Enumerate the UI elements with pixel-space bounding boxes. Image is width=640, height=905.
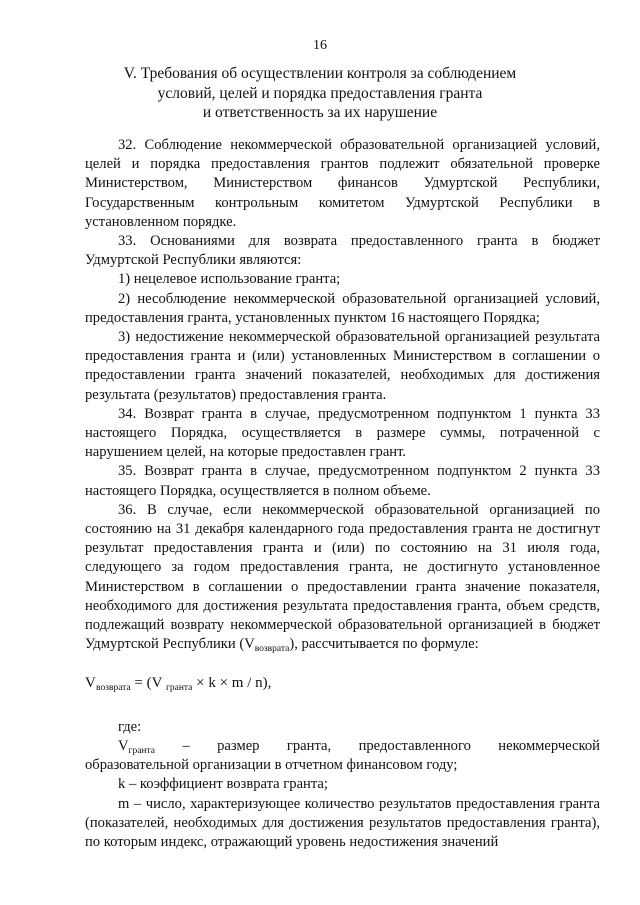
definition-v-dash: – [182,737,190,754]
paragraph-34: 34. Возврат гранта в случае, предусмотренном подпунктом 1 пункта 33 настоящего Порядка, осуществляется в размере суммы, потраченной с нарушением целей, на которые предоставлен грант. [85,405,600,461]
paragraph-33: 33. Основаниями для возврата предоставленного гранта в бюджет Удмуртской Республики являются: [85,233,600,269]
heading-line-1: V. Требования об осуществлении контроля за соблюдением [123,65,517,82]
definition-v-grant [85,737,600,756]
definition-v-word-3: предоставленного [358,737,471,754]
definition-v-word-4: некоммерческой [498,737,600,754]
return-formula [85,674,600,693]
formula-lhs-subscript: возврата [96,683,131,694]
paragraph-36-subscript: возврата [254,644,290,655]
formula-rest: × k × m / n), [192,675,272,692]
definition-v-symbol [118,737,155,756]
formula-lhs-var: V [85,675,97,692]
formula-grant-subscript: гранта [165,683,193,694]
paragraph-32: 32. Соблюдение некоммерческой образовательной организацией условий, целей и порядка предоставления грантов подлежит обязательной проверке Министерством, Министерством финансов Удмуртской Республики, Государственным контрольным комитетом Удмуртской Республики в установленном порядке. [85,137,600,230]
definition-m: m – число, характеризующее количество результатов предоставления гранта (показателей, необходимых для достижения результатов предоставления гранта), по которым индекс, отражающий уровень недостижения значений [85,795,600,850]
document-body [85,136,600,852]
definition-v-continuation: образовательной организации в отчетном финансовом году; [85,757,458,774]
where-label: где: [118,718,142,735]
paragraph-35: 35. Возврат гранта в случае, предусмотренном подпунктом 2 пункта 33 настоящего Порядка, осуществляется в полном объеме. [85,463,600,499]
definition-v-var: V [118,737,129,754]
heading-line-3: и ответственность за их нарушение [202,104,438,121]
definition-v-subscript: гранта [128,745,155,756]
paragraph-36-text: 36. В случае, если некоммерческой образовательной организацией по состоянию на 31 декабря календарного года предоставления гранта не достигнут результат предоставления гранта и (или) по состоянию на 31 июля года, следующего за годом предоставления гранта, не достигнуто установленное Министерством в соглашении о предоставлении гранта значение показателя, необходимого для достижения результата предоставления гранта, объем средств, подлежащий возврату некоммерческой образовательной организацией в бюджет Удмуртской Республики (V [85,501,600,653]
page-number: 16 [313,38,327,53]
paragraph-33-item-3: 3) недостижение некоммерческой образовательной организацией результата предоставления гранта и (или) установленных Министерством в соглашении о предоставлении гранта значений показателей, необходимых для достижения результата (результатов) предоставления гранта. [85,329,600,403]
paragraph-33-item-1: 1) нецелевое использование гранта; [118,271,341,288]
formula-eq-open: = (V [130,675,166,692]
definition-v-word-2: гранта, [286,737,332,754]
heading-line-2: условий, целей и порядка предоставления гранта [157,84,483,102]
paragraph-36-end: ), рассчитывается по формуле: [289,636,479,653]
section-heading [80,64,560,123]
definition-v-word-1: размер [217,737,260,754]
paragraph-33-item-2: 2) несоблюдение некоммерческой образовательной организацией условий, предоставления гранта, установленных пунктом 16 настоящего Порядка; [85,290,600,326]
paragraph-36 [85,501,600,655]
definition-k: k – коэффициент возврата гранта; [118,776,328,793]
